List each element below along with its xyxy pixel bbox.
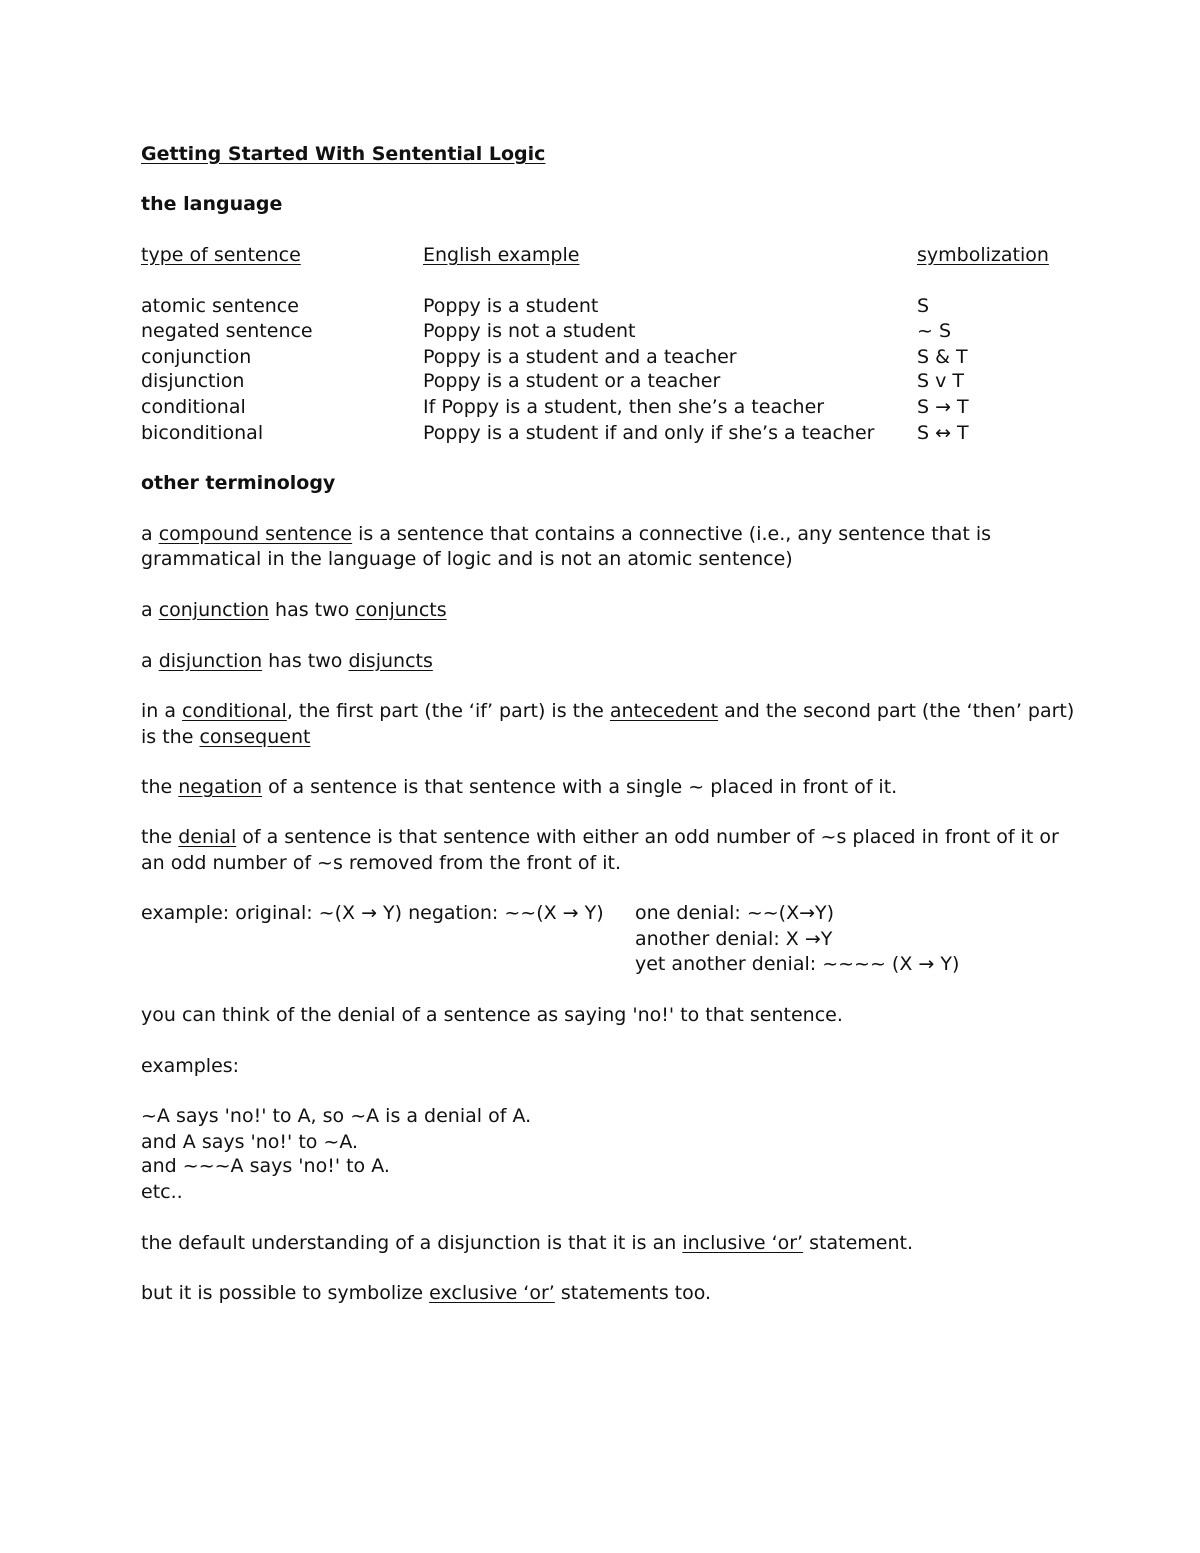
table-cell-type: negated sentence <box>141 320 313 342</box>
section-heading-language: the language <box>141 193 283 215</box>
text: the <box>141 776 179 798</box>
paragraph-think: you can think of the denial of a sentence as saying 'no!' to that sentence. <box>141 1004 843 1026</box>
text: , the first part (the ‘if’ part) is the <box>286 700 610 722</box>
table-cell-example: Poppy is not a student <box>423 320 636 342</box>
term-conjuncts: conjuncts <box>355 599 447 621</box>
table-cell-example: Poppy is a student <box>423 295 599 317</box>
table-cell-example: Poppy is a student if and only if she’s a teacher <box>423 422 875 444</box>
table-cell-symbol: S ↔ T <box>917 422 969 444</box>
text: has two <box>269 599 356 621</box>
table-cell-example: If Poppy is a student, then she’s a teacher <box>423 396 825 418</box>
table-cell-type: atomic sentence <box>141 295 299 317</box>
table-cell-symbol: S → T <box>917 396 969 418</box>
table-header-english: English example <box>423 244 580 266</box>
example-lead: example: original: ~(X → Y) negation: ~~(X → Y) <box>141 902 604 924</box>
term-disjuncts: disjuncts <box>348 650 433 672</box>
text: but it is possible to symbolize <box>141 1282 430 1304</box>
table-cell-example: Poppy is a student and a teacher <box>423 346 737 368</box>
paragraph-disjunction <box>141 648 433 674</box>
text: is the <box>141 726 200 748</box>
example-line: ~A says 'no!' to A, so ~A is a denial of A. <box>141 1105 532 1127</box>
term-denial: denial <box>178 826 237 848</box>
paragraph-conjunction <box>141 597 447 623</box>
text: of a sentence is that sentence with either an odd number of ~s placed in front of it or <box>236 826 1059 848</box>
term-exclusive-or: exclusive ‘or’ <box>429 1282 555 1304</box>
text: is a sentence that contains a connective (i.e., any sentence that is <box>352 523 992 545</box>
text: statements too. <box>554 1282 712 1304</box>
text: a <box>141 599 159 621</box>
term-consequent: consequent <box>199 726 311 748</box>
paragraph-denial-line2: an odd number of ~s removed from the front of it. <box>141 852 622 874</box>
example-line: and ~~~A says 'no!' to A. <box>141 1155 390 1177</box>
term-negation: negation <box>178 776 263 798</box>
text: the <box>141 826 179 848</box>
text: and the second part (the ‘then’ part) <box>718 700 1075 722</box>
section-heading-terminology: other terminology <box>141 472 336 494</box>
term-inclusive-or: inclusive ‘or’ <box>682 1232 804 1254</box>
table-cell-symbol: S & T <box>917 346 968 368</box>
paragraph-conditional-line2 <box>141 724 310 750</box>
paragraph-conditional <box>141 698 1074 724</box>
table-cell-type: disjunction <box>141 370 245 392</box>
text: in a <box>141 700 183 722</box>
paragraph-negation <box>141 774 897 800</box>
example-denial-2: another denial: X →Y <box>635 928 833 950</box>
table-cell-symbol: ~ S <box>917 320 952 342</box>
example-denial-1: one denial: ~~(X→Y) <box>635 902 835 924</box>
term-disjunction: disjunction <box>158 650 263 672</box>
text: the default understanding of a disjunction is that it is an <box>141 1232 683 1254</box>
paragraph-compound <box>141 521 991 547</box>
term-conditional: conditional <box>182 700 287 722</box>
document-title: Getting Started With Sentential Logic <box>141 143 546 165</box>
term-compound-sentence: compound sentence <box>158 523 353 545</box>
example-denial-3: yet another denial: ~~~~ (X → Y) <box>635 953 960 975</box>
table-cell-symbol: S <box>917 295 930 317</box>
paragraph-inclusive <box>141 1230 913 1256</box>
table-cell-symbol: S v T <box>917 370 964 392</box>
table-cell-type: conditional <box>141 396 246 418</box>
text: a <box>141 650 159 672</box>
paragraph-compound-line2: grammatical in the language of logic and is not an atomic sentence) <box>141 548 793 570</box>
text: statement. <box>803 1232 914 1254</box>
text: of a sentence is that sentence with a single ~ placed in front of it. <box>262 776 898 798</box>
example-line: and A says 'no!' to ~A. <box>141 1131 359 1153</box>
example-line: etc.. <box>141 1181 183 1203</box>
paragraph-denial <box>141 824 1059 850</box>
table-cell-type: conjunction <box>141 346 252 368</box>
table-cell-example: Poppy is a student or a teacher <box>423 370 721 392</box>
term-antecedent: antecedent <box>609 700 719 722</box>
table-header-symbolization: symbolization <box>917 244 1049 266</box>
text: a <box>141 523 159 545</box>
paragraph-exclusive <box>141 1280 711 1306</box>
table-cell-type: biconditional <box>141 422 264 444</box>
term-conjunction: conjunction <box>158 599 270 621</box>
table-header-type: type of sentence <box>141 244 301 266</box>
text: has two <box>262 650 349 672</box>
examples-label: examples: <box>141 1055 240 1077</box>
